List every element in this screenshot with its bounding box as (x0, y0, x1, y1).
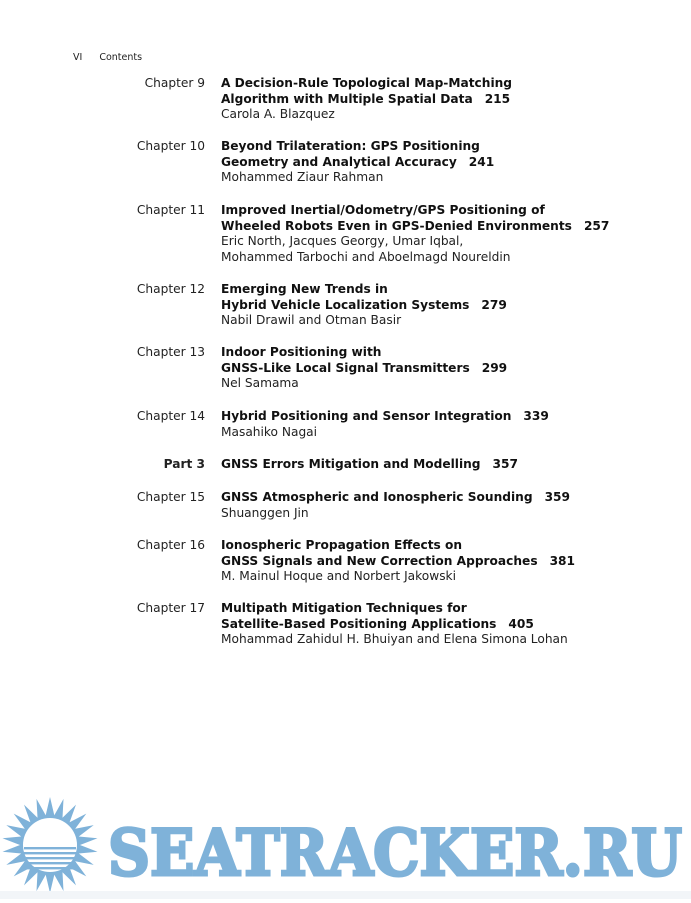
entry-authors: Nel Samama (221, 376, 299, 390)
sun-wave-stripe (24, 862, 76, 864)
entry-title-text: GNSS Errors Mitigation and Modelling (221, 457, 481, 471)
entry-page-number: 381 (549, 553, 576, 568)
entry-authors: Masahiko Nagai (221, 424, 318, 439)
entry-title-text: Satellite-Based Positioning Applications (221, 616, 497, 631)
entry-label: Chapter 15 (136, 490, 205, 504)
sun-wave-stripe (24, 847, 76, 849)
entry-title-text: Ionospheric Propagation Effects on (221, 538, 463, 552)
sun-logo (3, 797, 98, 893)
entry-title-text: Hybrid Vehicle Localization Systems (221, 297, 470, 312)
entry-title-text: Emerging New Trends in (221, 282, 388, 296)
entry-label: Chapter 11 (136, 203, 205, 217)
bottom-strip (0, 891, 691, 899)
entry-title-text: Geometry and Analytical Accuracy (221, 154, 457, 169)
entry-label: Chapter 12 (136, 282, 205, 296)
entry-title-line (221, 554, 691, 570)
running-title: Contents (99, 52, 143, 63)
entry-title-line (221, 298, 691, 314)
running-head (73, 52, 142, 63)
entry-page-number: 405 (508, 616, 534, 631)
entry-title-line (221, 203, 691, 219)
entry-label: Chapter 14 (136, 409, 205, 423)
chapter-entry (0, 490, 691, 521)
entry-page-number: 257 (583, 218, 610, 233)
entry-title-line (221, 409, 691, 425)
entry-title-text: Wheeled Robots Even in GPS-Denied Environments (221, 218, 572, 233)
entry-label: Chapter 17 (136, 601, 205, 615)
sun-wave-stripe (24, 852, 76, 854)
entry-authors: Mohammed Tarbochi and Aboelmagd Noureldin (221, 249, 511, 264)
entry-page-number: 357 (492, 457, 518, 471)
chapter-entry (0, 76, 691, 123)
entry-title-text: Algorithm with Multiple Spatial Data (221, 91, 473, 106)
entry-title-line (221, 457, 691, 473)
entry-page-number: 215 (484, 91, 511, 106)
entry-title-text: GNSS-Like Local Signal Transmitters (221, 360, 470, 375)
entry-authors: Eric North, Jacques Georgy, Umar Iqbal, (221, 234, 464, 248)
entry-title-text: Indoor Positioning with (221, 345, 382, 359)
entry-title-text: Beyond Trilateration: GPS Positioning (221, 139, 480, 153)
entry-title-text: GNSS Atmospheric and Ionospheric Sounding (221, 490, 533, 504)
entry-authors: M. Mainul Hoque and Norbert Jakowski (221, 569, 456, 583)
entry-page-number: 359 (544, 490, 571, 504)
entry-title-text: A Decision-Rule Topological Map-Matching (221, 76, 513, 90)
entry-label: Chapter 10 (136, 139, 205, 153)
entry-title-text: Hybrid Positioning and Sensor Integration (221, 409, 512, 423)
entry-authors: Mohammad Zahidul H. Bhuiyan and Elena Simona Lohan (221, 632, 568, 646)
entry-label: Chapter 9 (144, 76, 205, 90)
entry-title-text: Improved Inertial/Odometry/GPS Positioning of (221, 203, 545, 217)
entry-title-line (221, 490, 691, 506)
chapter-entry (0, 538, 691, 585)
entry-title-line (221, 345, 691, 361)
entry-title-line (221, 219, 691, 235)
entry-authors: Mohammed Ziaur Rahman (221, 170, 384, 184)
entry-title-text: GNSS Signals and New Correction Approaches (221, 553, 538, 568)
entry-title-line (221, 361, 691, 377)
entry-page-number: 339 (523, 409, 549, 423)
entry-title-line (221, 617, 691, 633)
entry-title-line (221, 92, 691, 108)
entry-authors: Nabil Drawil and Otman Basir (221, 313, 402, 327)
entry-label: Chapter 13 (136, 345, 205, 359)
entry-title-line (221, 139, 691, 155)
chapter-entry (0, 203, 691, 265)
entry-title-line (221, 155, 691, 171)
watermark-graphic (0, 795, 691, 899)
entry-page-number: 299 (481, 360, 508, 375)
entry-label: Chapter 16 (136, 538, 205, 552)
page-number: VI (73, 52, 83, 63)
chapter-entry (0, 345, 691, 392)
entry-title-text: Multipath Mitigation Techniques for (221, 601, 467, 615)
entry-page-number: 241 (468, 154, 495, 169)
watermark (0, 795, 691, 899)
watermark-text: SEATRACKER.RU (108, 816, 682, 891)
sun-wave-stripe (24, 867, 76, 869)
entry-title-line (221, 282, 691, 298)
entry-label: Part 3 (163, 457, 205, 471)
chapter-entry (0, 601, 691, 648)
entry-title-line (221, 538, 691, 554)
chapter-entry (0, 409, 691, 440)
entry-title-line (221, 76, 691, 92)
chapter-entry (0, 139, 691, 186)
entry-title-line (221, 601, 691, 617)
sun-wave-stripe (24, 857, 76, 859)
chapter-entry (0, 282, 691, 329)
entry-authors: Carola A. Blazquez (221, 107, 335, 121)
entry-page-number: 279 (481, 297, 507, 312)
entry-authors: Shuanggen Jin (221, 505, 309, 520)
part-entry (0, 457, 691, 473)
